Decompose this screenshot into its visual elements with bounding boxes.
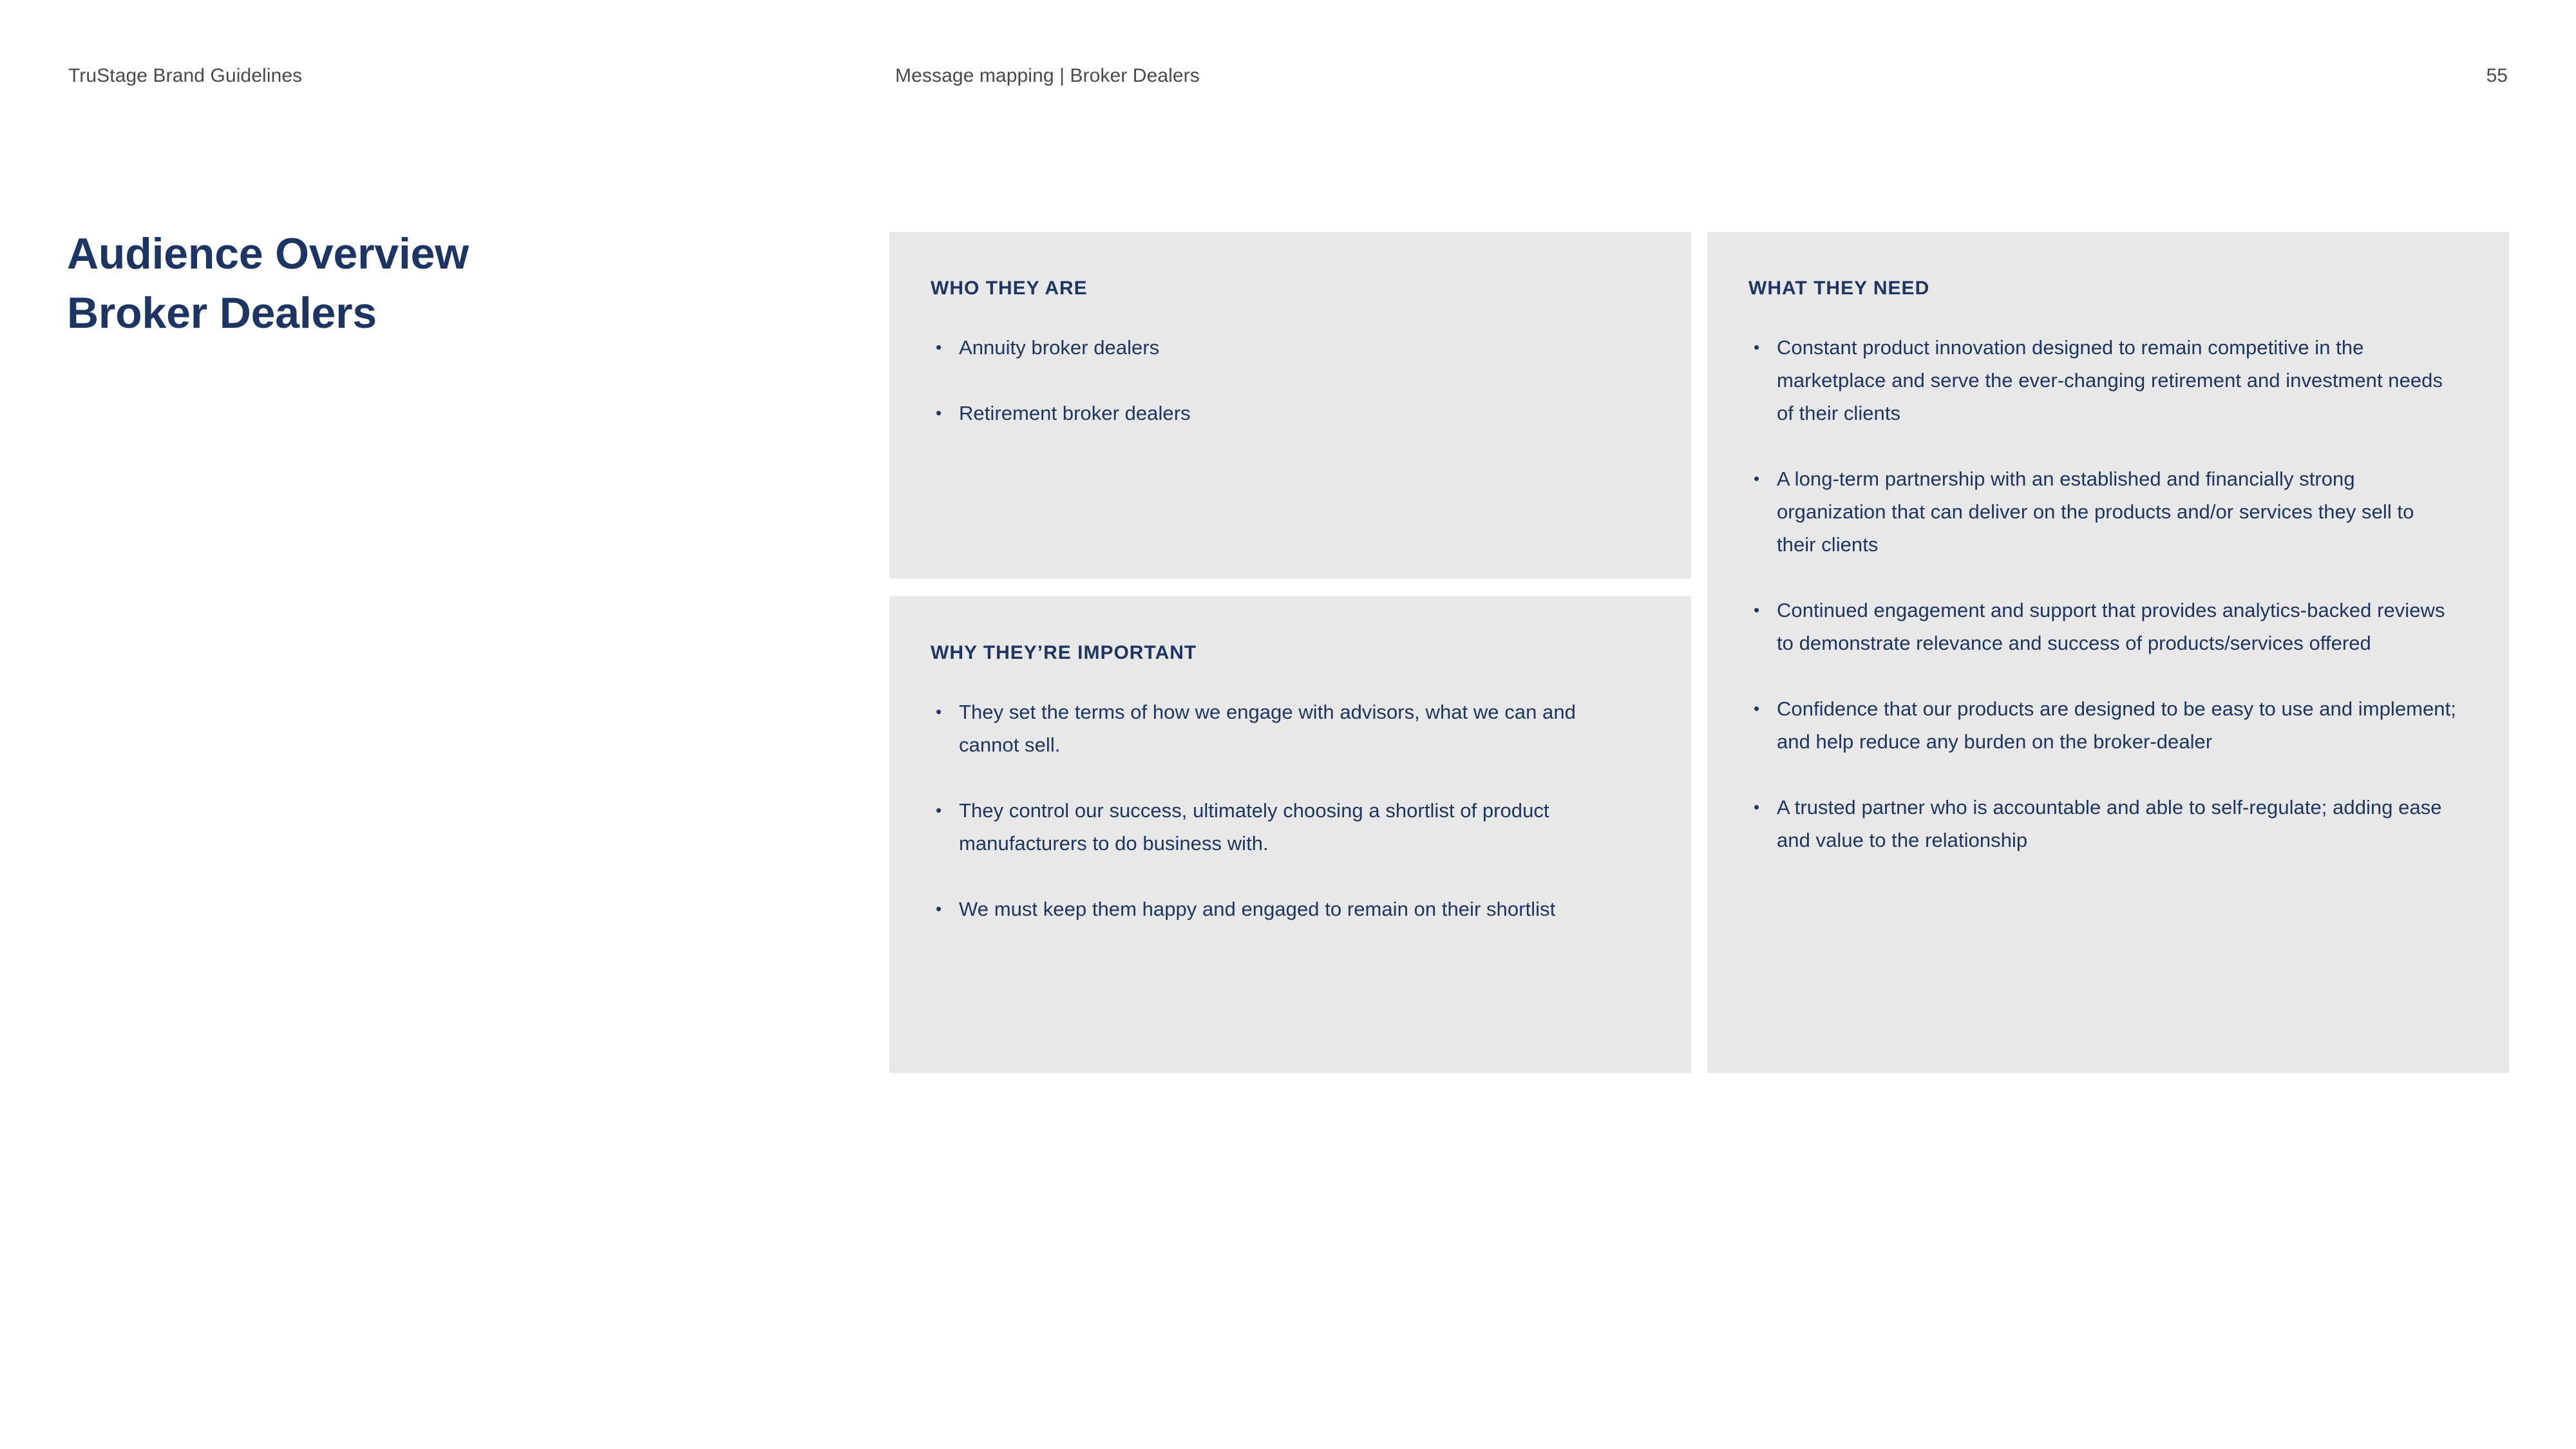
list-item [1748,594,2457,659]
list-item [1748,692,2457,758]
bullet-text: • Continued engagement and support that provides analytics-backed reviews to demonstrate relevance and success of products/services offered [1777,599,2445,654]
bullet-text: • They set the terms of how we engage with advisors, what we can and cannot sell. [959,701,1576,756]
header-section-label: Message mapping | Broker Dealers [895,65,1200,86]
list-item [931,696,1633,761]
page-header [0,63,2576,89]
bullet-list-who-they-are [931,331,1650,430]
page-number: 55 [2486,65,2508,86]
page-title-line-1: Audience Overview [67,229,469,278]
list-item [931,331,1633,364]
bullet-text: • Retirement broker dealers [959,402,1191,424]
list-item [931,893,1633,925]
cards-column-left [889,232,1691,1073]
list-item [1748,462,2457,561]
page-title [67,224,775,343]
bullet-text: • Annuity broker dealers [959,336,1160,359]
page-title-line-2: Broker Dealers [67,289,377,337]
content-cards [889,232,2509,1073]
list-item [931,397,1633,430]
card-who-they-are [889,232,1691,578]
bullet-list-what-they-need [1748,331,2468,857]
bullet-list-why-theyre-important [931,696,1650,925]
bullet-text: • We must keep them happy and engaged to remain on their shortlist [959,898,1556,920]
header-brand-label: TruStage Brand Guidelines [68,65,303,86]
card-what-they-need [1707,232,2509,1073]
bullet-text: • Constant product innovation designed to remain competitive in the marketplace and serve the ever-changing retirement and investment needs of their clients [1777,336,2443,424]
bullet-text: • Confidence that our products are designed to be easy to use and implement; and help reduce any burden on the broker-dealer [1777,697,2456,753]
list-item [1748,791,2457,857]
card-why-theyre-important [889,596,1691,1073]
bullet-text: • They control our success, ultimately choosing a shortlist of product manufacturers to do business with. [959,799,1549,855]
card-title-what-they-need: WHAT THEY NEED [1748,278,1930,299]
list-item [1748,331,2457,430]
bullet-text: • A long-term partnership with an established and financially strong organization that can deliver on the products and/or services they sell to their clients [1777,468,2414,556]
card-title-who-they-are: WHO THEY ARE [931,278,1088,299]
cards-column-right [1707,232,2509,1073]
card-title-why-theyre-important: WHY THEY’RE IMPORTANT [931,642,1197,663]
list-item [931,794,1633,860]
bullet-text: • A trusted partner who is accountable and able to self-regulate; adding ease and value to the relationship [1777,796,2442,851]
